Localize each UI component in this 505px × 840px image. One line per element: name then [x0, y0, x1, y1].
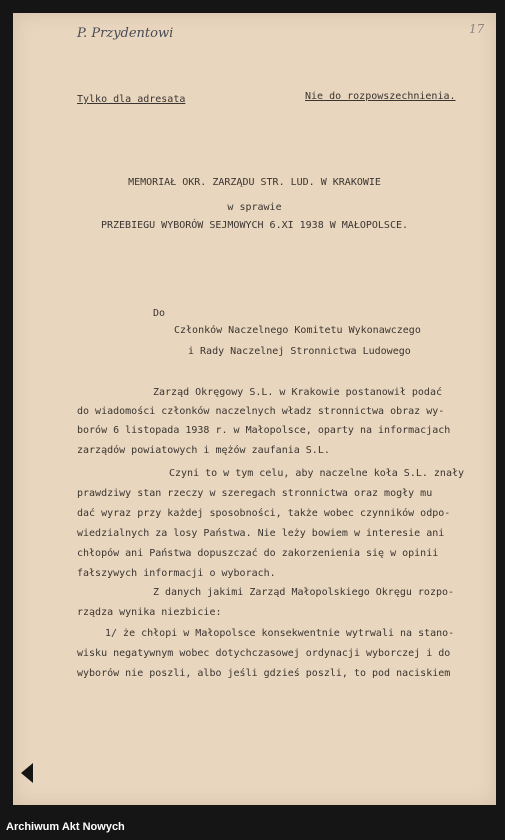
not-for-distribution-label: Nie do rozpowszechnienia. [305, 91, 456, 102]
archive-name: Archiwum Akt Nowych [6, 821, 125, 833]
paragraph2-line-2: prawdziwy stan rzeczy w szeregach stronnictwa oraz mogły mu [77, 488, 433, 499]
paragraph1-line-1: Zarząd Okręgowy S.L. w Krakowie postanowił podać [153, 387, 442, 398]
title-line-1: MEMORIAŁ OKR. ZARZĄDU STR. LUD. W KRAKOWIE [128, 177, 381, 188]
addressee-do: Do [153, 308, 166, 319]
handwritten-note: P. Przydentowi [77, 26, 174, 41]
paragraph1-line-3: borów 6 listopada 1938 r. w Małopolsce, oparty na informacjach [77, 425, 451, 436]
paragraph3-line-1: Z danych jakimi Zarząd Małopolskiego Okręgu rozpo- [153, 587, 455, 598]
paragraph4-line-3: wyborów nie poszli, albo jeśli gdzieś poszli, to pod naciskiem [77, 668, 451, 679]
paragraph4-line-2: wisku negatywnym wobec dotychczasowej ordynacji wyborczej i do [77, 648, 451, 659]
paragraph1-line-2: do wiadomości członków naczelnych władz stronnictwa obraz wy- [77, 406, 445, 417]
document-page [13, 13, 496, 805]
addressee-only-label: Tylko dla adresata [77, 94, 186, 105]
binder-hole-top [0, 603, 8, 613]
addressee-line-2: i Rady Naczelnej Stronnictwa Ludowego [188, 346, 411, 357]
addressee-line-1: Członków Naczelnego Komitetu Wykonawczego [174, 325, 421, 336]
paragraph2-line-1: Czyni to w tym celu, aby naczelne koła S.L. znały [169, 468, 465, 479]
paragraph2-line-5: chłopów ani Państwa dopuszczać do zakorzenienia się w opinii [77, 548, 439, 559]
binder-arrow-mark [21, 763, 33, 783]
title-line-2: w sprawie [227, 202, 282, 213]
paragraph2-line-4: wiedzialnych za losy Państwa. Nie leży bowiem w interesie ani [77, 528, 445, 539]
page-number: 17 [469, 22, 485, 36]
paragraph3-line-2: rządza wynika niezbicie: [77, 607, 222, 618]
paragraph2-line-6: fałszywych informacji o wyborach. [77, 568, 276, 579]
paragraph1-line-4: zarządów powiatowych i mężów zaufania S.L. [77, 445, 330, 456]
paragraph2-line-3: dać wyraz przy każdej sposobności, także wobec czynników odpo- [77, 508, 451, 519]
paragraph4-line-1: 1/ że chłopi w Małopolsce konsekwentnie wytrwali na stano- [105, 628, 455, 639]
title-line-3: PRZEBIEGU WYBORÓW SEJMOWYCH 6.XI 1938 W MAŁOPOLSCE. [100, 220, 409, 231]
